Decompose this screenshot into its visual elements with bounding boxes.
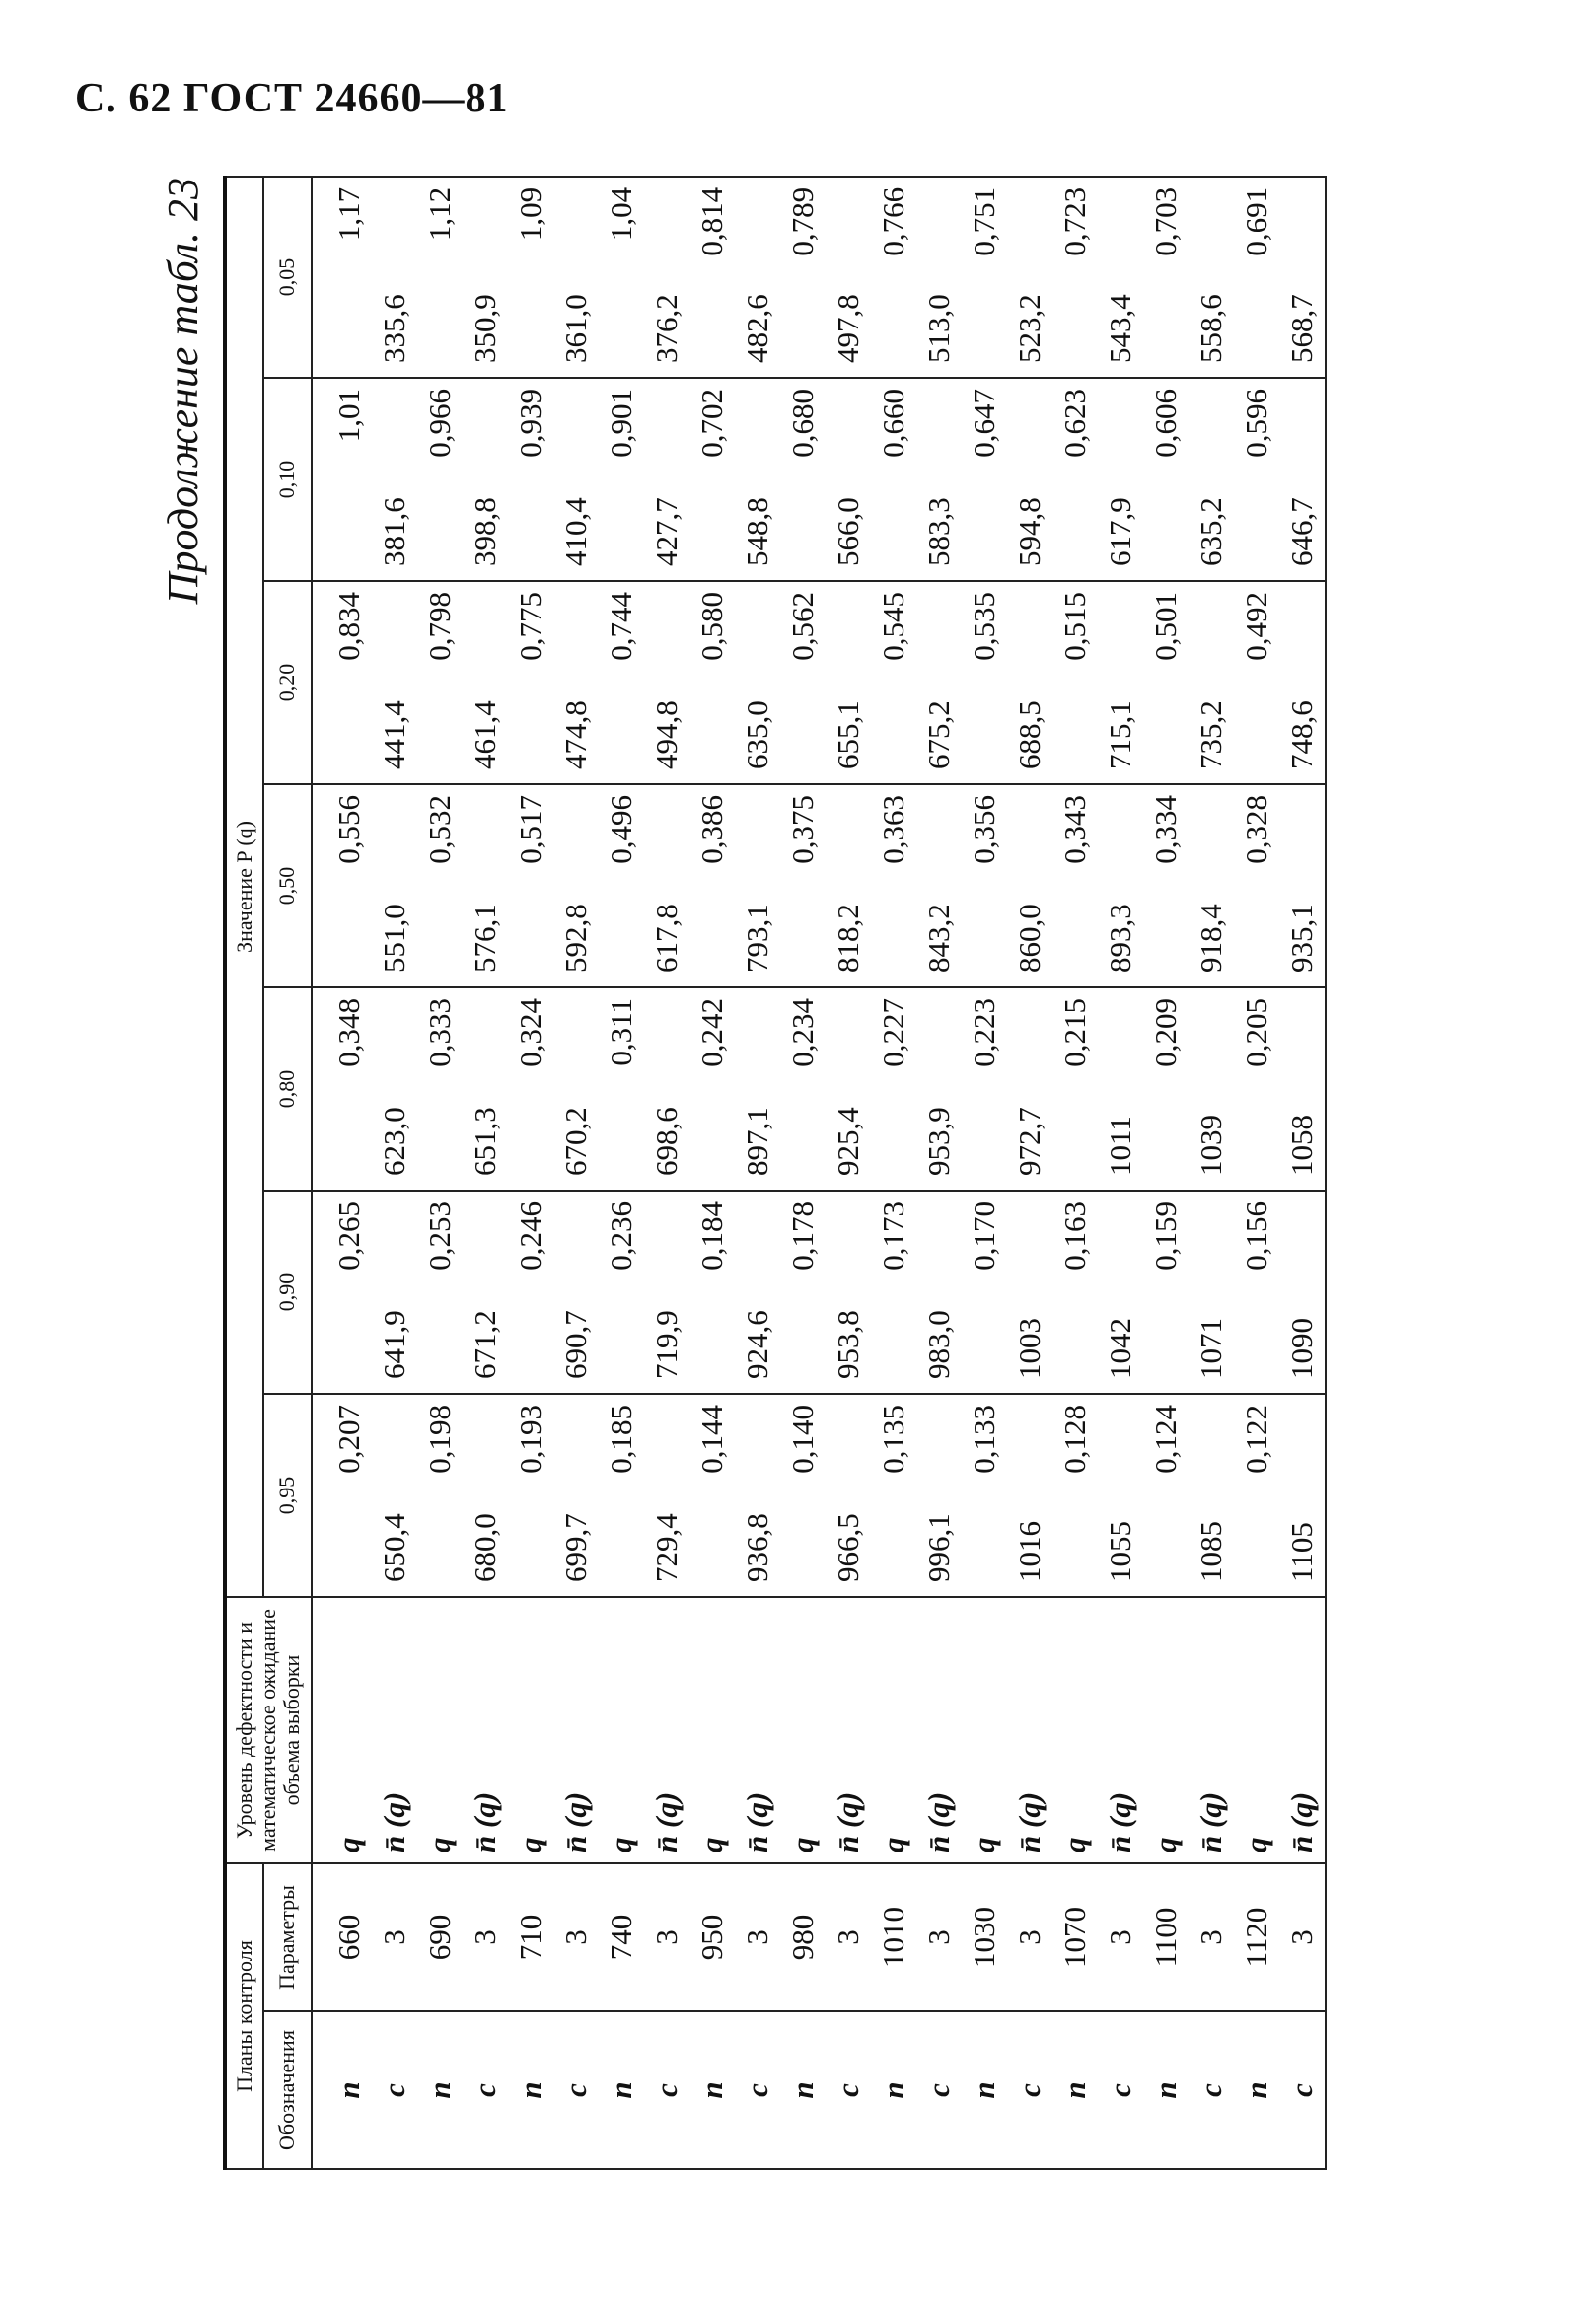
cell-parameter: 3 [463, 1863, 508, 2011]
cell-value: 688,5 [1007, 581, 1052, 784]
cell-value: 0,501 [1143, 581, 1189, 784]
cell-value: 0,744 [599, 581, 644, 784]
table-row [916, 177, 962, 2169]
cell-level: q [1143, 1597, 1189, 1863]
table-row [962, 177, 1007, 2169]
cell-value: 966,5 [826, 1394, 871, 1597]
cell-value: 474,8 [553, 581, 599, 784]
header-p-0-50: 0,50 [263, 784, 311, 987]
cell-designation: n [1234, 2011, 1279, 2169]
cell-value: 651,3 [463, 987, 508, 1191]
cell-value: 0,184 [689, 1191, 735, 1394]
header-p-0-05: 0,05 [263, 177, 311, 378]
cell-value: 735,2 [1189, 581, 1234, 784]
cell-parameter: 710 [508, 1863, 553, 2011]
cell-value: 793,1 [735, 784, 780, 987]
cell-value: 566,0 [826, 378, 871, 581]
cell-level: q [599, 1597, 644, 1863]
cell-value: 0,156 [1234, 1191, 1279, 1394]
cell-value: 0,798 [417, 581, 463, 784]
cell-value: 0,215 [1052, 987, 1098, 1191]
cell-value: 0,515 [1052, 581, 1098, 784]
cell-value: 617,8 [644, 784, 689, 987]
cell-value: 0,209 [1143, 987, 1189, 1191]
cell-value: 0,343 [1052, 784, 1098, 987]
header-designation: Обозначения [263, 2011, 311, 2169]
cell-designation: n [962, 2011, 1007, 2169]
cell-value: 983,0 [916, 1191, 962, 1394]
cell-value: 513,0 [916, 177, 962, 378]
cell-parameter: 3 [916, 1863, 962, 2011]
cell-value: 0,766 [871, 177, 916, 378]
cell-value: 924,6 [735, 1191, 780, 1394]
cell-parameter: 3 [826, 1863, 871, 2011]
cell-value: 1042 [1098, 1191, 1143, 1394]
cell-value: 680,0 [463, 1394, 508, 1597]
cell-designation: c [644, 2011, 689, 2169]
header-p-0-10: 0,10 [263, 378, 311, 581]
cell-value: 1055 [1098, 1394, 1143, 1597]
table-row [644, 177, 689, 2169]
cell-value: 0,170 [962, 1191, 1007, 1394]
cell-value: 335,6 [372, 177, 417, 378]
cell-level: q [417, 1597, 463, 1863]
cell-value: 0,545 [871, 581, 916, 784]
cell-designation: c [735, 2011, 780, 2169]
cell-value: 0,124 [1143, 1394, 1189, 1597]
cell-value: 1016 [1007, 1394, 1052, 1597]
cell-value: 0,185 [599, 1394, 644, 1597]
cell-value: 0,234 [780, 987, 826, 1191]
cell-value: 361,0 [553, 177, 599, 378]
cell-value: 996,1 [916, 1394, 962, 1597]
cell-level: q [962, 1597, 1007, 1863]
table-row [735, 177, 780, 2169]
cell-level: q [1052, 1597, 1098, 1863]
cell-value: 0,660 [871, 378, 916, 581]
table-row [1279, 177, 1326, 2169]
cell-value: 558,6 [1189, 177, 1234, 378]
cell-value: 617,9 [1098, 378, 1143, 581]
table-row [463, 177, 508, 2169]
cell-value: 860,0 [1007, 784, 1052, 987]
header-plans: Планы контроля [225, 1863, 263, 2169]
cell-designation: n [599, 2011, 644, 2169]
cell-parameter: 1120 [1234, 1863, 1279, 2011]
cell-value: 1105 [1279, 1394, 1326, 1597]
cell-value: 0,223 [962, 987, 1007, 1191]
cell-designation: c [463, 2011, 508, 2169]
cell-value: 594,8 [1007, 378, 1052, 581]
cell-level: n̄ (q) [1189, 1597, 1234, 1863]
cell-value: 1,17 [312, 177, 372, 378]
cell-value: 0,723 [1052, 177, 1098, 378]
cell-value: 670,2 [553, 987, 599, 1191]
cell-value: 715,1 [1098, 581, 1143, 784]
cell-value: 0,159 [1143, 1191, 1189, 1394]
cell-value: 376,2 [644, 177, 689, 378]
cell-value: 0,775 [508, 581, 553, 784]
cell-parameter: 1010 [871, 1863, 916, 2011]
cell-value: 410,4 [553, 378, 599, 581]
cell-value: 690,7 [553, 1191, 599, 1394]
cell-level: q [508, 1597, 553, 1863]
cell-value: 0,375 [780, 784, 826, 987]
cell-parameter: 3 [1007, 1863, 1052, 2011]
cell-parameter: 740 [599, 1863, 644, 2011]
cell-value: 918,4 [1189, 784, 1234, 987]
cell-designation: c [553, 2011, 599, 2169]
cell-parameter: 980 [780, 1863, 826, 2011]
cell-value: 1003 [1007, 1191, 1052, 1394]
cell-designation: c [1098, 2011, 1143, 2169]
cell-level: n̄ (q) [826, 1597, 871, 1863]
cell-designation: n [312, 2011, 372, 2169]
cell-designation: n [871, 2011, 916, 2169]
cell-value: 441,4 [372, 581, 417, 784]
cell-value: 953,9 [916, 987, 962, 1191]
cell-value: 0,939 [508, 378, 553, 581]
cell-value: 897,1 [735, 987, 780, 1191]
cell-level: q [1234, 1597, 1279, 1863]
cell-value: 0,606 [1143, 378, 1189, 581]
cell-parameter: 1100 [1143, 1863, 1189, 2011]
cell-value: 350,9 [463, 177, 508, 378]
cell-designation: c [1279, 2011, 1326, 2169]
header-parameters: Параметры [263, 1863, 311, 2011]
cell-value: 551,0 [372, 784, 417, 987]
cell-value: 494,8 [644, 581, 689, 784]
cell-value: 0,532 [417, 784, 463, 987]
cell-value: 576,1 [463, 784, 508, 987]
table-row [826, 177, 871, 2169]
cell-value: 1,04 [599, 177, 644, 378]
rotated-page-content [158, 178, 1470, 2170]
cell-value: 843,2 [916, 784, 962, 987]
table-body [312, 177, 1326, 2169]
cell-value: 0,580 [689, 581, 735, 784]
cell-level: q [780, 1597, 826, 1863]
cell-value: 650,4 [372, 1394, 417, 1597]
cell-value: 0,562 [780, 581, 826, 784]
header-p-0-95: 0,95 [263, 1394, 311, 1597]
cell-value: 543,4 [1098, 177, 1143, 378]
cell-value: 925,4 [826, 987, 871, 1191]
cell-value: 0,348 [312, 987, 372, 1191]
cell-designation: n [1143, 2011, 1189, 2169]
cell-value: 0,173 [871, 1191, 916, 1394]
cell-value: 0,265 [312, 1191, 372, 1394]
cell-parameter: 1070 [1052, 1863, 1098, 2011]
cell-value: 0,623 [1052, 378, 1098, 581]
table-row [871, 177, 916, 2169]
table-row [312, 177, 372, 2169]
header-values: Значение P (q) [225, 177, 263, 1597]
cell-value: 1085 [1189, 1394, 1234, 1597]
cell-level: n̄ (q) [644, 1597, 689, 1863]
cell-parameter: 3 [735, 1863, 780, 2011]
cell-value: 972,7 [1007, 987, 1052, 1191]
cell-parameter: 3 [553, 1863, 599, 2011]
cell-parameter: 690 [417, 1863, 463, 2011]
cell-level: n̄ (q) [916, 1597, 962, 1863]
cell-designation: c [372, 2011, 417, 2169]
cell-value: 1,09 [508, 177, 553, 378]
cell-value: 0,556 [312, 784, 372, 987]
cell-value: 0,133 [962, 1394, 1007, 1597]
cell-value: 0,253 [417, 1191, 463, 1394]
cell-value: 0,702 [689, 378, 735, 581]
cell-value: 675,2 [916, 581, 962, 784]
table-row [372, 177, 417, 2169]
cell-level: n̄ (q) [1007, 1597, 1052, 1863]
cell-value: 0,751 [962, 177, 1007, 378]
cell-value: 0,163 [1052, 1191, 1098, 1394]
cell-value: 1,01 [312, 378, 372, 581]
cell-level: n̄ (q) [463, 1597, 508, 1863]
cell-value: 0,834 [312, 581, 372, 784]
cell-value: 635,0 [735, 581, 780, 784]
cell-value: 0,703 [1143, 177, 1189, 378]
cell-value: 0,242 [689, 987, 735, 1191]
cell-designation: n [417, 2011, 463, 2169]
header-p-0-20: 0,20 [263, 581, 311, 784]
cell-value: 427,7 [644, 378, 689, 581]
cell-value: 0,334 [1143, 784, 1189, 987]
cell-value: 698,6 [644, 987, 689, 1191]
cell-value: 0,311 [599, 987, 644, 1191]
cell-value: 893,3 [1098, 784, 1143, 987]
cell-level: q [689, 1597, 735, 1863]
cell-parameter: 1030 [962, 1863, 1007, 2011]
cell-parameter: 3 [372, 1863, 417, 2011]
table-row [1007, 177, 1052, 2169]
cell-value: 0,193 [508, 1394, 553, 1597]
cell-value: 641,9 [372, 1191, 417, 1394]
cell-level: q [312, 1597, 372, 1863]
cell-value: 0,691 [1234, 177, 1279, 378]
cell-parameter: 3 [644, 1863, 689, 2011]
table-row [689, 177, 735, 2169]
table-row [1052, 177, 1098, 2169]
cell-value: 0,135 [871, 1394, 916, 1597]
table-row [553, 177, 599, 2169]
cell-value: 0,198 [417, 1394, 463, 1597]
cell-value: 0,205 [1234, 987, 1279, 1191]
cell-value: 461,4 [463, 581, 508, 784]
cell-value: 0,144 [689, 1394, 735, 1597]
cell-value: 1071 [1189, 1191, 1234, 1394]
cell-value: 699,7 [553, 1394, 599, 1597]
cell-value: 1090 [1279, 1191, 1326, 1394]
cell-parameter: 3 [1279, 1863, 1326, 2011]
cell-value: 729,4 [644, 1394, 689, 1597]
cell-value: 0,966 [417, 378, 463, 581]
cell-value: 0,596 [1234, 378, 1279, 581]
cell-value: 482,6 [735, 177, 780, 378]
cell-value: 497,8 [826, 177, 871, 378]
cell-value: 719,9 [644, 1191, 689, 1394]
cell-value: 1058 [1279, 987, 1326, 1191]
cell-designation: n [689, 2011, 735, 2169]
cell-value: 548,8 [735, 378, 780, 581]
cell-value: 0,122 [1234, 1394, 1279, 1597]
table-caption: Продолжение табл. 23 [159, 178, 207, 605]
header-level: Уровень дефектности и математическое ожидание объема выборки [225, 1597, 312, 1863]
cell-value: 655,1 [826, 581, 871, 784]
cell-value: 1039 [1189, 987, 1234, 1191]
cell-designation: c [1007, 2011, 1052, 2169]
cell-value: 646,7 [1279, 378, 1326, 581]
cell-level: n̄ (q) [1098, 1597, 1143, 1863]
cell-level: n̄ (q) [553, 1597, 599, 1863]
cell-value: 0,140 [780, 1394, 826, 1597]
cell-value: 0,178 [780, 1191, 826, 1394]
data-table [223, 176, 1327, 2170]
cell-value: 0,246 [508, 1191, 553, 1394]
cell-value: 0,363 [871, 784, 916, 987]
cell-designation: n [508, 2011, 553, 2169]
cell-value: 592,8 [553, 784, 599, 987]
cell-value: 583,3 [916, 378, 962, 581]
cell-value: 0,227 [871, 987, 916, 1191]
cell-value: 0,324 [508, 987, 553, 1191]
cell-value: 398,8 [463, 378, 508, 581]
table-row [1189, 177, 1234, 2169]
cell-value: 0,333 [417, 987, 463, 1191]
table-row [599, 177, 644, 2169]
rotated-table-area [158, 178, 1470, 2170]
cell-value: 953,8 [826, 1191, 871, 1394]
cell-value: 0,207 [312, 1394, 372, 1597]
cell-parameter: 660 [312, 1863, 372, 2011]
cell-value: 0,901 [599, 378, 644, 581]
cell-value: 0,236 [599, 1191, 644, 1394]
cell-designation: c [826, 2011, 871, 2169]
cell-value: 1011 [1098, 987, 1143, 1191]
cell-level: n̄ (q) [1279, 1597, 1326, 1863]
cell-value: 568,7 [1279, 177, 1326, 378]
cell-parameter: 3 [1189, 1863, 1234, 2011]
cell-value: 0,814 [689, 177, 735, 378]
cell-designation: n [1052, 2011, 1098, 2169]
cell-value: 0,386 [689, 784, 735, 987]
cell-value: 0,356 [962, 784, 1007, 987]
cell-level: n̄ (q) [735, 1597, 780, 1863]
cell-value: 0,128 [1052, 1394, 1098, 1597]
table-row [1098, 177, 1143, 2169]
cell-value: 0,647 [962, 378, 1007, 581]
cell-value: 0,328 [1234, 784, 1279, 987]
cell-value: 381,6 [372, 378, 417, 581]
header-p-0-80: 0,80 [263, 987, 311, 1191]
cell-value: 748,6 [1279, 581, 1326, 784]
cell-value: 635,2 [1189, 378, 1234, 581]
header-p-0-90: 0,90 [263, 1191, 311, 1394]
cell-value: 0,789 [780, 177, 826, 378]
cell-parameter: 950 [689, 1863, 735, 2011]
cell-value: 818,2 [826, 784, 871, 987]
cell-value: 0,517 [508, 784, 553, 987]
cell-value: 0,680 [780, 378, 826, 581]
cell-designation: c [1189, 2011, 1234, 2169]
table-row [417, 177, 463, 2169]
page-header: С. 62 ГОСТ 24660—81 [75, 76, 509, 121]
cell-designation: c [916, 2011, 962, 2169]
table-row [780, 177, 826, 2169]
cell-designation: n [780, 2011, 826, 2169]
cell-level: n̄ (q) [372, 1597, 417, 1863]
cell-value: 936,8 [735, 1394, 780, 1597]
cell-value: 0,496 [599, 784, 644, 987]
cell-parameter: 3 [1098, 1863, 1143, 2011]
cell-value: 671,2 [463, 1191, 508, 1394]
cell-level: q [871, 1597, 916, 1863]
table-row [1234, 177, 1279, 2169]
table-row [508, 177, 553, 2169]
cell-value: 623,0 [372, 987, 417, 1191]
cell-value: 1,12 [417, 177, 463, 378]
cell-value: 0,535 [962, 581, 1007, 784]
cell-value: 0,492 [1234, 581, 1279, 784]
cell-value: 523,2 [1007, 177, 1052, 378]
cell-value: 935,1 [1279, 784, 1326, 987]
table-row [1143, 177, 1189, 2169]
